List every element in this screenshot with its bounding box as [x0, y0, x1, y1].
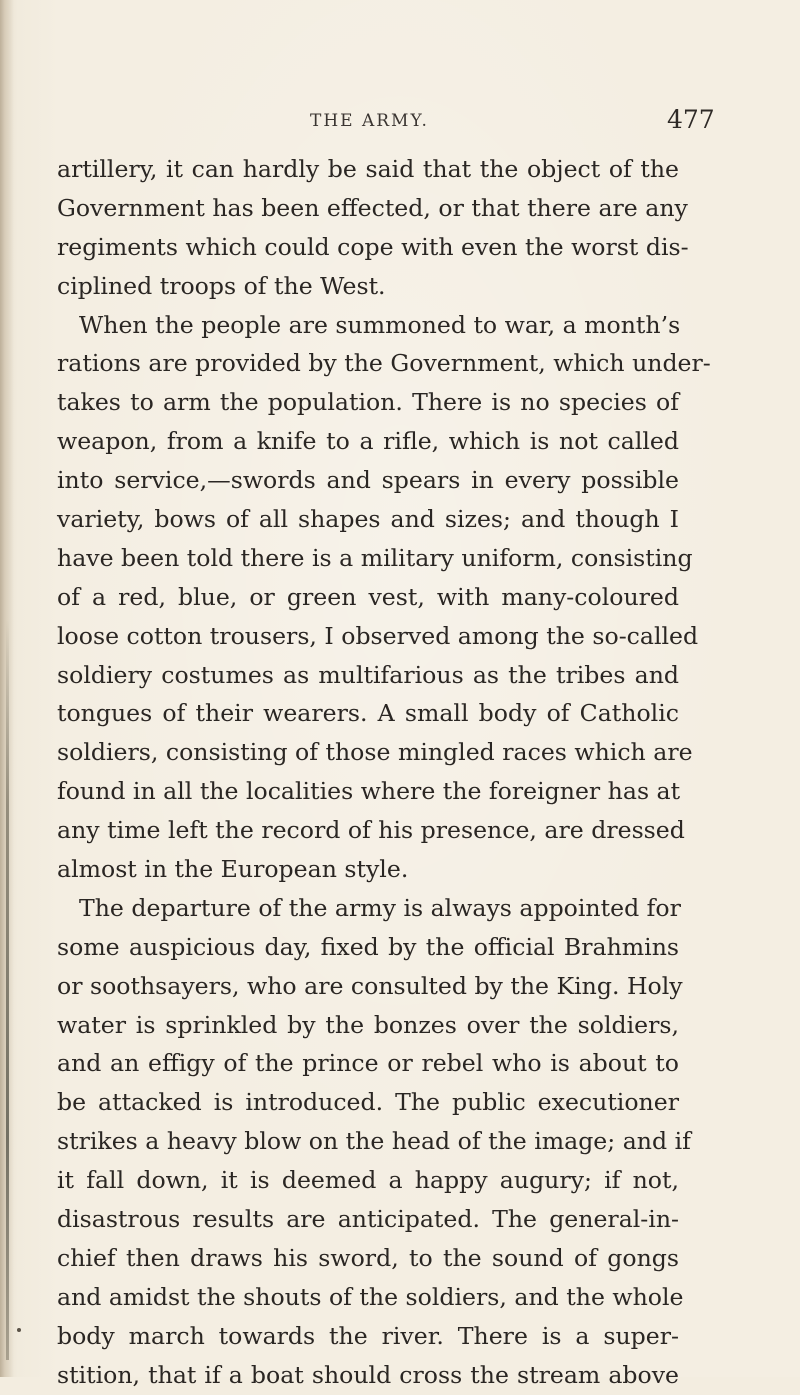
text-line: soldiers, consisting of those mingled races which are [57, 738, 693, 767]
text-line: stition, that if a boat should cross the stream above [57, 1360, 679, 1389]
text-line: tongues of their wearers. A small body of Catholic [57, 699, 679, 728]
binding-edge [6, 620, 9, 1360]
text-line: strikes a heavy blow on the head of the image; and if [57, 1127, 691, 1156]
text-line: variety, bows of all shapes and sizes; and though I [57, 505, 679, 534]
text-line: loose cotton trousers, I observed among the so-called [57, 621, 699, 650]
text-line: artillery, it can hardly be said that the object of the [57, 155, 679, 183]
text-line: Government has been effected, or that there are any [57, 193, 688, 222]
text-line: ciplined troops of the West. [57, 271, 386, 300]
text-line: and amidst the shouts of the soldiers, and the whole [57, 1282, 684, 1311]
text-line: regiments which could cope with even the worst dis- [57, 232, 689, 261]
text-line: body march towards the river. There is a super- [57, 1321, 679, 1350]
text-line: soldiery costumes as multifarious as the tribes and [57, 660, 679, 689]
text-line: water is sprinkled by the bonzes over the soldiers, [57, 1010, 679, 1039]
text-line: some auspicious day, fixed by the official Brahmins [57, 932, 679, 961]
paragraph-start-line: The departure of the army is always appointed for [79, 893, 681, 922]
body-text [57, 150, 711, 1395]
ink-speck [17, 1328, 21, 1332]
page-header [0, 105, 800, 135]
text-line: chief then draws his sword, to the sound of gongs [57, 1243, 679, 1272]
running-head: THE ARMY. [310, 111, 429, 131]
text-line: rations are provided by the Government, which under- [57, 349, 711, 378]
text-line: have been told there is a military uniform, consisting [57, 543, 693, 572]
text-line: found in all the localities where the foreigner has at [57, 777, 681, 806]
text-line: takes to arm the population. There is no species of [57, 388, 679, 417]
text-line: into service,—swords and spears in every possible [57, 466, 679, 495]
paragraph-start-line: When the people are summoned to war, a month’s [79, 310, 681, 339]
page-number: 477 [667, 105, 715, 134]
text-line: of a red, blue, or green vest, with many-coloured [57, 582, 679, 611]
text-line: almost in the European style. [57, 855, 409, 884]
text-line: any time left the record of his presence, are dressed [57, 816, 685, 845]
text-line: or soothsayers, who are consulted by the King. Holy [57, 971, 683, 1000]
text-line: be attacked is introduced. The public executioner [57, 1088, 679, 1117]
text-line: and an effigy of the prince or rebel who is about to [57, 1049, 679, 1078]
text-line: weapon, from a knife to a rifle, which is not called [57, 427, 679, 456]
text-line: disastrous results are anticipated. The general-in- [57, 1205, 679, 1234]
text-line: it fall down, it is deemed a happy augury; if not, [57, 1166, 679, 1195]
